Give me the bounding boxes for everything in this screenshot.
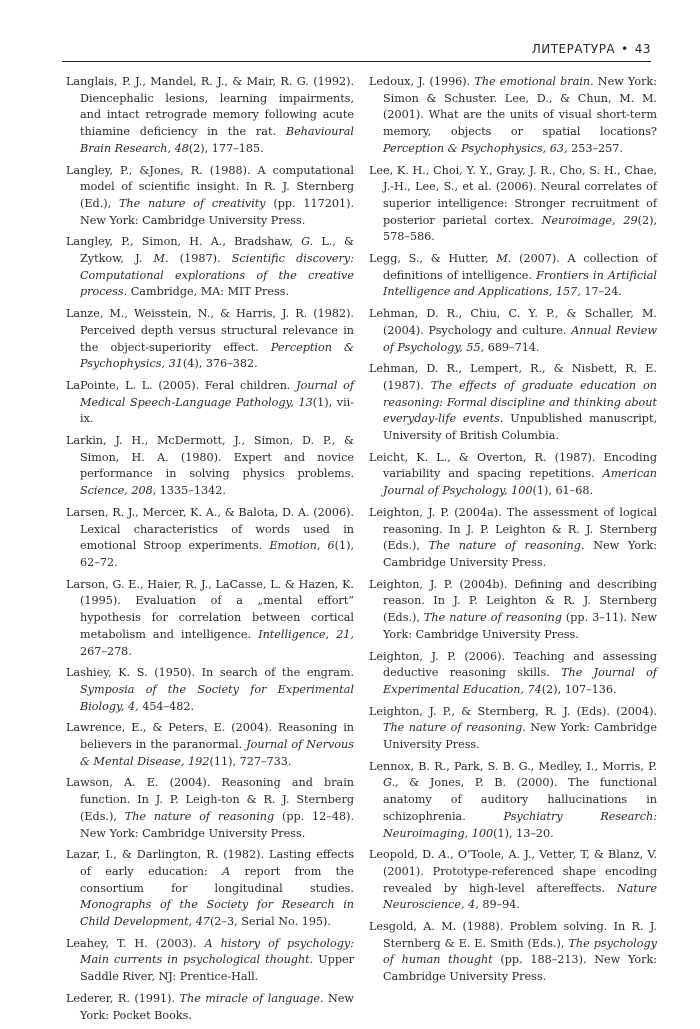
reference-entry <box>369 450 657 500</box>
reference-italic-text: Perception & Psychophysics, 31 <box>80 340 354 371</box>
reference-entry <box>369 577 657 644</box>
reference-text: Cambridge, MA: MIT Press. <box>127 285 289 299</box>
reference-text: Leighton, J. P. (2004a). The assessment of logical reasoning. In J. P. Leighton & R. J. Sternberg (Eds.), <box>369 505 657 553</box>
reference-text: New York: Pocket Books. <box>80 991 354 1022</box>
reference-italic-text: M. <box>496 252 512 266</box>
reference-italic-text: The emotional brain. <box>474 75 594 88</box>
reference-italic-text: A <box>222 864 231 878</box>
reference-text: report from the consortium for longitudinal studies. <box>80 864 354 895</box>
reference-italic-text: The nature of creativity <box>118 196 266 210</box>
reference-entry <box>369 649 657 699</box>
reference-italic-text: The nature of reasoning. <box>383 721 526 735</box>
reference-text: Lanze, M., Weisstein, N., & Harris, J. R. (1982). Perceived depth versus structural relevance in the object-superiority effect. <box>66 307 354 354</box>
reference-italic-text: Nature Neuroscience, 4, <box>383 881 657 912</box>
reference-italic-text: M. <box>153 252 169 266</box>
reference-text: Ledoux, J. (1996). <box>369 75 475 88</box>
reference-italic-text: G. <box>383 776 396 790</box>
reference-text: 267–278. <box>80 644 132 658</box>
right-reference-column <box>369 74 657 991</box>
reference-text: (pp. 3–11). New York: Cambridge University Press. <box>383 611 657 641</box>
reference-text: Upper Saddle River, NJ: Prentice-Hall. <box>80 953 354 984</box>
reference-text: Langlais, P. J., Mandel, R. J., & Mair, R. G. (1992). Diencephalic lesions, learning impairments, and intact retrograde memory following acute thiamine deficiency in the rat. <box>66 75 354 139</box>
reference-italic-text: The miracle of language. <box>179 991 324 1005</box>
reference-text: 1335–1342. <box>156 484 226 498</box>
reference-text: Larkin, J. H., McDermott, J., Simon, D. P., & Simon, H. A. (1980). Expert and novice performance in solving physics problems. <box>66 434 354 481</box>
reference-text: Lennox, B. R., Park, S. B. G., Medley, I., Morris, P. <box>369 759 657 773</box>
reference-entry <box>369 306 657 356</box>
reference-entry <box>66 74 354 158</box>
reference-entry <box>66 847 354 931</box>
reference-text: Lederer, R. (1991). <box>66 991 180 1005</box>
reference-text: (2), 578–586. <box>383 213 658 244</box>
reference-entry <box>66 505 354 572</box>
reference-text: Legg, S., & Hutter, <box>369 252 497 266</box>
reference-text: (pp. 188–213). New York: Cambridge University Press. <box>383 953 657 984</box>
reference-entry <box>66 378 354 428</box>
reference-text: (2007). A collection of definitions of intelligence. <box>383 252 657 282</box>
reference-italic-text: Journal of Medical Speech-Language Pathology, 13 <box>80 378 354 409</box>
reference-text: Larson, G. E., Haier, R. J., LaCasse, L. & Hazen, K. (1995). Evaluation of a „mental effort“ hypothesis for correlation between cortical metabolism and intelligence. <box>66 577 354 641</box>
reference-italic-text: The nature of reasoning. <box>428 539 585 553</box>
reference-text: Lesgold, A. M. (1988). Problem solving. In R. J. Sternberg & E. E. Smith (Eds.), <box>369 920 657 950</box>
page-number: 43 <box>634 42 651 56</box>
reference-entry <box>369 759 657 843</box>
section-title: ЛИТЕРАТУРА <box>531 42 616 56</box>
reference-text: 454–482. <box>138 699 195 713</box>
reference-entry <box>369 847 657 914</box>
reference-text: Lehman, D. R., Lempert, R., & Nisbett, R. E. (1987). <box>369 362 657 392</box>
header-separator: • <box>621 42 629 56</box>
reference-text: LaPointe, L. L. (2005). Feral children. <box>66 378 297 392</box>
reference-italic-text: A history of psychology: Main currents in psychological thought. <box>80 936 354 967</box>
reference-italic-text: Science, 208, <box>80 484 157 498</box>
reference-text: 17–24. <box>580 285 622 299</box>
reference-text: (1), 61–68. <box>532 484 594 498</box>
reference-text: Leahey, T. H. (2003). <box>66 936 205 950</box>
reference-text: Langley, P., &Jones, R. (1988). A computational model of scientific insight. In R. J. Sternberg (Ed.), <box>66 163 354 210</box>
reference-text: 89–94. <box>478 898 520 912</box>
reference-text: Leighton, J. P., & Sternberg, R. J. (Eds). (2004). <box>369 704 657 718</box>
reference-entry <box>66 991 354 1024</box>
reference-entry <box>66 306 354 373</box>
reference-italic-text: Annual Review of Psychology, 55, <box>383 323 657 354</box>
reference-italic-text: The nature of reasoning <box>423 611 562 625</box>
reference-entry <box>66 775 354 842</box>
reference-entry <box>369 163 657 247</box>
reference-entry <box>66 163 354 230</box>
reference-text: (1), 13–20. <box>493 826 554 840</box>
reference-italic-text: Psychiatry Research: Neuroimaging, 100 <box>383 809 657 840</box>
reference-entry <box>66 234 354 301</box>
reference-entry <box>66 665 354 715</box>
reference-text: (1987). <box>168 252 232 266</box>
reference-entry <box>369 919 657 986</box>
reference-italic-text: The Journal of Experimental Education, 74 <box>383 666 657 696</box>
reference-text: (11), 727–733. <box>209 754 292 768</box>
reference-text: (1), 62–72. <box>80 539 354 569</box>
reference-text: (2), 107–136. <box>541 682 617 696</box>
reference-entry <box>369 704 657 754</box>
reference-italic-text: Emotion, 6 <box>269 539 335 553</box>
reference-text: Lehman, D. R., Chiu, C. Y. P., & Schaller, M. (2004). Psychology and culture. <box>369 307 657 337</box>
reference-italic-text: The psychology of human thought <box>383 936 657 967</box>
left-reference-column <box>66 74 354 1029</box>
reference-entry <box>369 74 657 158</box>
reference-text: Leicht, K. L., & Overton, R. (1987). Encoding variability and spacing repetitions. <box>369 450 657 481</box>
reference-italic-text: G. <box>301 235 314 249</box>
reference-text: (2–3, Serial No. 195). <box>209 915 331 929</box>
reference-italic-text: Symposia of the Society for Experimental Biology, 4, <box>80 682 354 713</box>
reference-entry <box>369 361 657 445</box>
reference-entry <box>66 577 354 661</box>
reference-italic-text: American Journal of Psychology, 100 <box>383 467 657 498</box>
reference-text: Lazar, I., & Darlington, R. (1982). Lasting effects of early education: <box>66 848 354 878</box>
reference-text: 689–714. <box>484 340 540 354</box>
reference-italic-text: Intelligence, 21, <box>258 627 354 641</box>
reference-italic-text: Perception & Psychophysics, 63, <box>383 141 568 155</box>
reference-text: Lawson, A. E. (2004). Reasoning and brain function. In J. P. Leigh-ton & R. J. Sternberg (Eds.), <box>66 776 354 823</box>
reference-entry <box>369 505 657 572</box>
reference-italic-text: The nature of reasoning <box>124 809 275 823</box>
reference-entry <box>66 720 354 770</box>
reference-text: Lashiey, K. S. (1950). In search of the engram. <box>66 666 354 680</box>
reference-text: Leopold, D. <box>369 848 439 862</box>
reference-italic-text: A. <box>438 848 451 862</box>
reference-text: (2), 177–185. <box>188 141 264 155</box>
reference-entry <box>369 251 657 301</box>
reference-italic-text: Monographs of the Society for Research in Child Development, 47 <box>80 898 354 929</box>
reference-text: , & Jones, P. B. (2000). The functional anatomy of auditory hallucinations in schizophrenia. <box>383 776 657 823</box>
reference-text: New York: Simon & Schuster. Lee, D., & Chun, M. M. (2001). What are the units of visual short-term memory, objects or spatial locations? <box>383 75 657 139</box>
reference-italic-text: Behavioural Brain Research, 48 <box>80 125 354 155</box>
reference-text: Lawrence, E., & Peters, E. (2004). Reasoning in believers in the paranormal. <box>66 721 354 752</box>
reference-text: Leighton, J. P. (2004b). Defining and describing reason. In J. P. Leighton & R. J. Sternberg (Eds.), <box>369 577 657 625</box>
reference-italic-text: Frontiers in Artificial Intelligence and Applications, 157, <box>383 268 657 299</box>
reference-text: (4), 376–382. <box>182 357 258 371</box>
reference-text: Larsen, R. J., Mercer, K. A., & Balota, D. A. (2006). Lexical characteristics of words used in emotional Stroop experiments. <box>66 505 354 553</box>
reference-text: (pp. 12–48). New York: Cambridge University Press. <box>80 809 355 840</box>
reference-text: Langley, P., Simon, H. A., Bradshaw, <box>66 235 302 249</box>
reference-entry <box>66 433 354 500</box>
reference-text: New York: Cambridge University Press. <box>383 721 657 752</box>
reference-italic-text: Neuroimage, 29 <box>541 213 638 227</box>
reference-text: Lee, K. H., Choi, Y. Y., Gray, J. R., Cho, S. H., Chae, J.-H., Lee, S., et al. (2006). Neural correlates of superior intelligence: Stronger recruitment of posterior parietal cortex. <box>369 163 657 227</box>
reference-text: L., & Zytkow, J. <box>80 235 354 266</box>
reference-italic-text: Journal of Nervous & Mental Disease, 192 <box>80 738 354 768</box>
reference-italic-text: The effects of graduate education on reasoning: Formal discipline and thinking about everyday-life events. <box>383 378 657 426</box>
reference-entry <box>66 936 354 986</box>
reference-text: Leighton, J. P. (2006). Teaching and assessing deductive reasoning skills. <box>369 649 657 680</box>
reference-text: , O’Toole, A. J., Vetter, T, & Blanz, V. (2001). Prototype-referenced shape encoding revealed by high-level aftereffects. <box>383 848 657 895</box>
reference-italic-text: Scientific discovery: Computational explorations of the creative process. <box>80 252 354 299</box>
running-head <box>62 42 651 62</box>
reference-text: (pp. 117201). New York: Cambridge University Press. <box>80 196 354 227</box>
reference-text: 253–257. <box>567 141 623 155</box>
reference-text: New York: Cambridge University Press. <box>383 539 658 569</box>
reference-text: Unpublished manuscript, University of British Columbia. <box>383 412 657 443</box>
reference-text: (1), vii-ix. <box>80 395 355 426</box>
